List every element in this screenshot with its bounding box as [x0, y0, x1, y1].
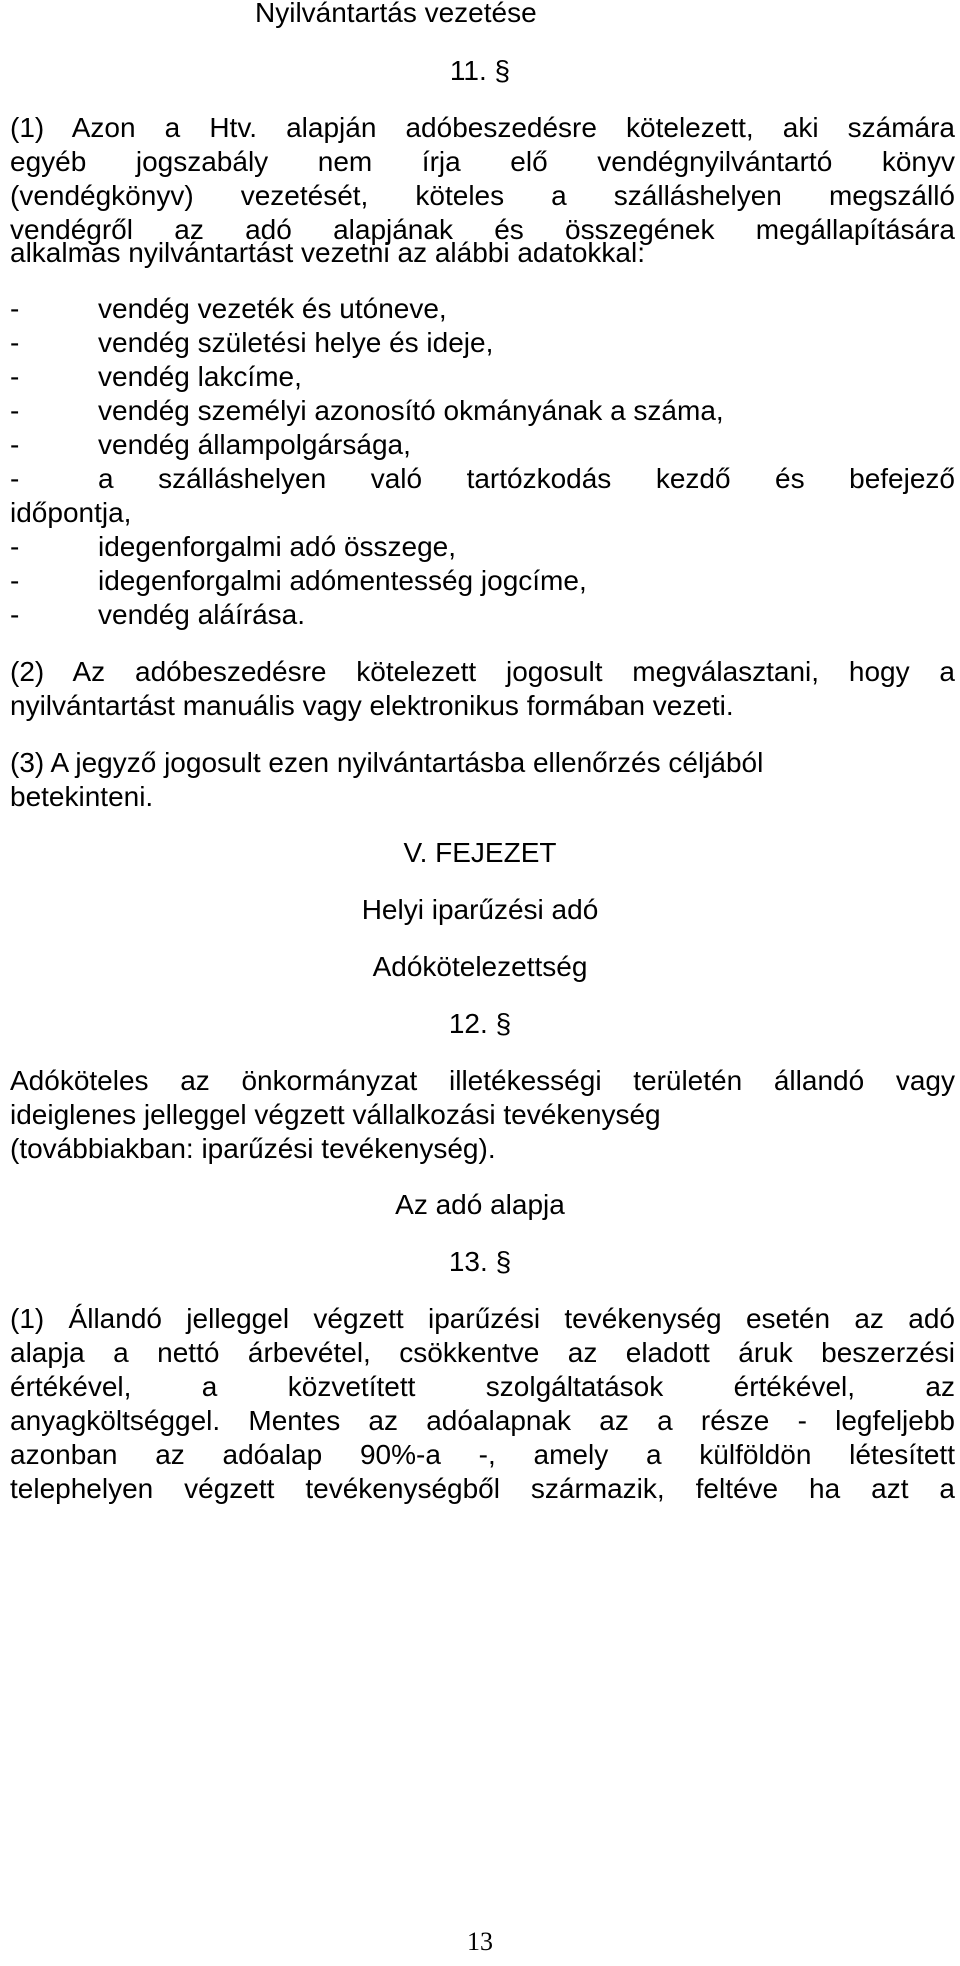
paragraph-11-marker: 11. §: [449, 55, 511, 86]
paragraph-11-line: (vendégkönyv) vezetését, köteles a szálláshelyen megszálló: [10, 180, 955, 211]
paragraph-13-line: alapja a nettó árbevétel, csökkentve az eladott áruk beszerzési: [10, 1337, 955, 1368]
paragraph-13-marker: 13. §: [448, 1246, 512, 1277]
list-item: - a szálláshelyen való tartózkodás kezdő és befejező: [10, 463, 955, 494]
paragraph-13-line: értékével, a közvetített szolgáltatások értékével, az: [10, 1371, 955, 1402]
paragraph-11-line: alkalmas nyilvántartást vezetni az alábbi adatokkal:: [10, 237, 646, 268]
list-item: - idegenforgalmi adó összege,: [10, 531, 457, 562]
list-item: - idegenforgalmi adómentesség jogcíme,: [10, 565, 587, 596]
subsection-title-2: Az adó alapja: [395, 1189, 565, 1220]
paragraph-12-marker: 12. §: [448, 1008, 512, 1039]
paragraph-12-line: Adóköteles az önkormányzat illetékességi területén állandó vagy: [10, 1065, 955, 1096]
list-item: - vendég vezeték és utóneve,: [10, 293, 447, 324]
list-item: - vendég személyi azonosító okmányának a száma,: [10, 395, 724, 426]
paragraph-11-2-line: (2) Az adóbeszedésre kötelezett jogosult megválasztani, hogy a: [10, 656, 955, 687]
subsection-title: Adókötelezettség: [372, 951, 588, 982]
paragraph-11-3-line: (3) A jegyző jogosult ezen nyilvántartásba ellenőrzés céljából: [10, 747, 764, 778]
paragraph-11-3-line: betekinteni.: [10, 781, 154, 812]
list-item-continuation: időpontja,: [10, 497, 132, 528]
list-item: - vendég lakcíme,: [10, 361, 302, 392]
paragraph-13-line: (1) Állandó jelleggel végzett iparűzési tevékenység esetén az adó: [10, 1303, 955, 1334]
chapter-heading: V. FEJEZET: [403, 837, 557, 868]
list-item: - vendég állampolgársága,: [10, 429, 411, 460]
paragraph-13-line: telephelyen végzett tevékenységből származik, feltéve ha azt a: [10, 1473, 955, 1504]
paragraph-12-line: (továbbiakban: iparűzési tevékenység).: [10, 1133, 496, 1164]
list-item: - vendég születési helye és ideje,: [10, 327, 494, 358]
section-title: Nyilvántartás vezetése: [255, 0, 537, 28]
paragraph-12-line: ideiglenes jelleggel végzett vállalkozási tevékenység: [10, 1099, 661, 1130]
paragraph-11-line: (1) Azon a Htv. alapján adóbeszedésre kötelezett, aki számára: [10, 112, 955, 143]
list-item: - vendég aláírása.: [10, 599, 306, 630]
paragraph-13-line: anyagköltséggel. Mentes az adóalapnak az a része - legfeljebb: [10, 1405, 955, 1436]
paragraph-11-line: vendégről az adó alapjának és összegének megállapítására: [10, 214, 955, 245]
paragraph-13-line: azonban az adóalap 90%-a -, amely a külföldön létesített: [10, 1439, 955, 1470]
paragraph-11-line: egyéb jogszabály nem írja elő vendégnyilvántartó könyv: [10, 146, 955, 177]
chapter-title: Helyi iparűzési adó: [361, 894, 599, 925]
paragraph-11-2-line: nyilvántartást manuális vagy elektronikus formában vezeti.: [10, 690, 734, 721]
page-number: 13: [467, 1927, 493, 1956]
